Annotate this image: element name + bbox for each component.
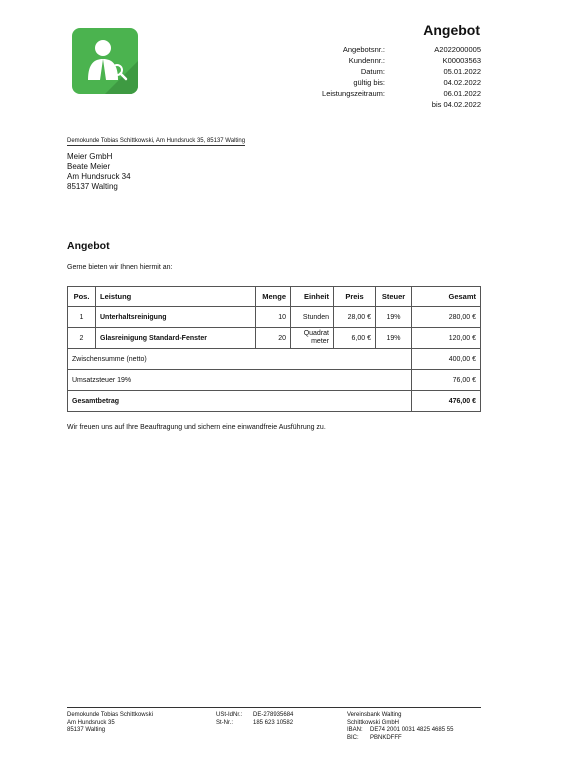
column-header-tax: Steuer: [376, 287, 412, 307]
meta-row-service-period-end: [300, 99, 481, 110]
recipient-city: 85137 Walting: [67, 182, 118, 191]
footer-city: 85137 Walting: [67, 727, 106, 733]
offer-meta: [300, 44, 481, 110]
footer-vat-id-label: USt-IdNr.:: [216, 712, 243, 718]
meta-label: Datum:: [360, 67, 385, 76]
footer-divider: [67, 707, 481, 708]
cell-total: 120,00 €: [412, 328, 481, 349]
table-header-row: [68, 287, 481, 307]
vat-value: 76,00 €: [412, 370, 481, 391]
meta-value: A2022000005: [434, 45, 481, 54]
user-search-icon: [72, 28, 138, 94]
cell-price: 6,00 €: [334, 328, 376, 349]
cell-total: 280,00 €: [412, 307, 481, 328]
grand-total-row: [68, 391, 481, 412]
footer-bic-row: [347, 735, 453, 743]
subtotal-value: 400,00 €: [412, 349, 481, 370]
column-header-description: Leistung: [96, 287, 256, 307]
footer-vat-id-value: DE-278935684: [253, 712, 294, 718]
footer-bic-value: PBNKDFFF: [370, 734, 402, 741]
footer-bic-label: BIC:: [347, 734, 359, 741]
footer-tax-number-value: 185 623 10582: [253, 719, 294, 726]
cell-price: 28,00 €: [334, 307, 376, 328]
sender-address-line: Demokunde Tobias Schittkowski, Am Hundsruck 35, 85137 Walting: [67, 138, 246, 144]
column-header-quantity: Menge: [256, 287, 291, 307]
meta-label: [300, 99, 389, 110]
footer-tax-number-label: St-Nr.:: [216, 719, 234, 726]
column-header-price: Preis: [334, 287, 376, 307]
recipient-company: Meier GmbH: [67, 152, 113, 161]
column-header-pos: Pos.: [68, 287, 96, 307]
footer-iban-label: IBAN:: [347, 727, 363, 733]
cell-tax: 19%: [376, 307, 412, 328]
intro-text: Gerne bieten wir Ihnen hiermit an:: [67, 264, 173, 271]
vat-row: [68, 370, 481, 391]
cell-description: Glasreinigung Standard-Fenster: [96, 328, 256, 349]
meta-value: K00003563: [442, 56, 481, 65]
meta-row-offer-number: [300, 44, 481, 55]
meta-value: bis 04.02.2022: [431, 100, 481, 109]
cell-unit: [291, 328, 334, 349]
footer-bank-info: [347, 712, 453, 742]
footer-company-name: Demokunde Tobias Schittkowski: [67, 712, 153, 718]
table-row: [68, 307, 481, 328]
cell-quantity: 20: [256, 328, 291, 349]
table-row: [68, 328, 481, 349]
footer-vat-id-row: [216, 712, 293, 720]
footer-tax-info: [216, 712, 293, 727]
meta-row-date: [300, 66, 481, 77]
recipient-address: [67, 152, 131, 192]
footer-tax-number-row: [216, 720, 293, 728]
meta-value: 04.02.2022: [443, 78, 481, 87]
meta-row-valid-until: [300, 77, 481, 88]
company-logo: [72, 28, 138, 94]
footer-company-address: [67, 712, 153, 735]
column-header-unit: Einheit: [291, 287, 334, 307]
meta-row-customer-number: [300, 55, 481, 66]
column-header-total: Gesamt: [412, 287, 481, 307]
grand-total-label: Gesamtbetrag: [68, 391, 412, 412]
meta-label: Angebotsnr.:: [342, 45, 385, 54]
meta-row-service-period: [300, 88, 481, 99]
footer-account-holder: Schittkowski GmbH: [347, 719, 400, 726]
cell-unit: Stunden: [291, 307, 334, 328]
cell-description: Unterhaltsreinigung: [96, 307, 256, 328]
footer-bank-name: Vereinsbank Walting: [347, 712, 402, 718]
recipient-street: Am Hundsruck 34: [67, 172, 131, 181]
footer-street: Am Hundsruck 35: [67, 719, 115, 726]
footer-iban-value: DE74 2001 0031 4825 4685 55: [370, 727, 454, 733]
grand-total-value: 476,00 €: [412, 391, 481, 412]
footer-iban-row: [347, 727, 453, 735]
items-table: [67, 286, 481, 412]
cell-pos: 2: [68, 328, 96, 349]
cell-quantity: 10: [256, 307, 291, 328]
meta-label: Leistungszeitraum:: [322, 89, 385, 98]
subtotal-row: [68, 349, 481, 370]
closing-text: Wir freuen uns auf Ihre Beauftragung und sichern eine einwandfreie Ausführung zu.: [67, 424, 326, 431]
meta-label: gültig bis:: [353, 78, 385, 87]
meta-label: Kundennr.:: [348, 56, 385, 65]
meta-value: 06.01.2022: [443, 89, 481, 98]
recipient-contact: Beate Meier: [67, 162, 111, 171]
document-title: Angebot: [423, 22, 480, 38]
section-title: Angebot: [67, 240, 110, 252]
cell-pos: 1: [68, 307, 96, 328]
cell-unit-line: Quadrat: [303, 330, 329, 337]
subtotal-label: Zwischensumme (netto): [68, 349, 412, 370]
vat-label: Umsatzsteuer 19%: [68, 370, 412, 391]
cell-tax: 19%: [376, 328, 412, 349]
meta-value: 05.01.2022: [443, 67, 481, 76]
cell-unit-line: meter: [311, 338, 329, 345]
